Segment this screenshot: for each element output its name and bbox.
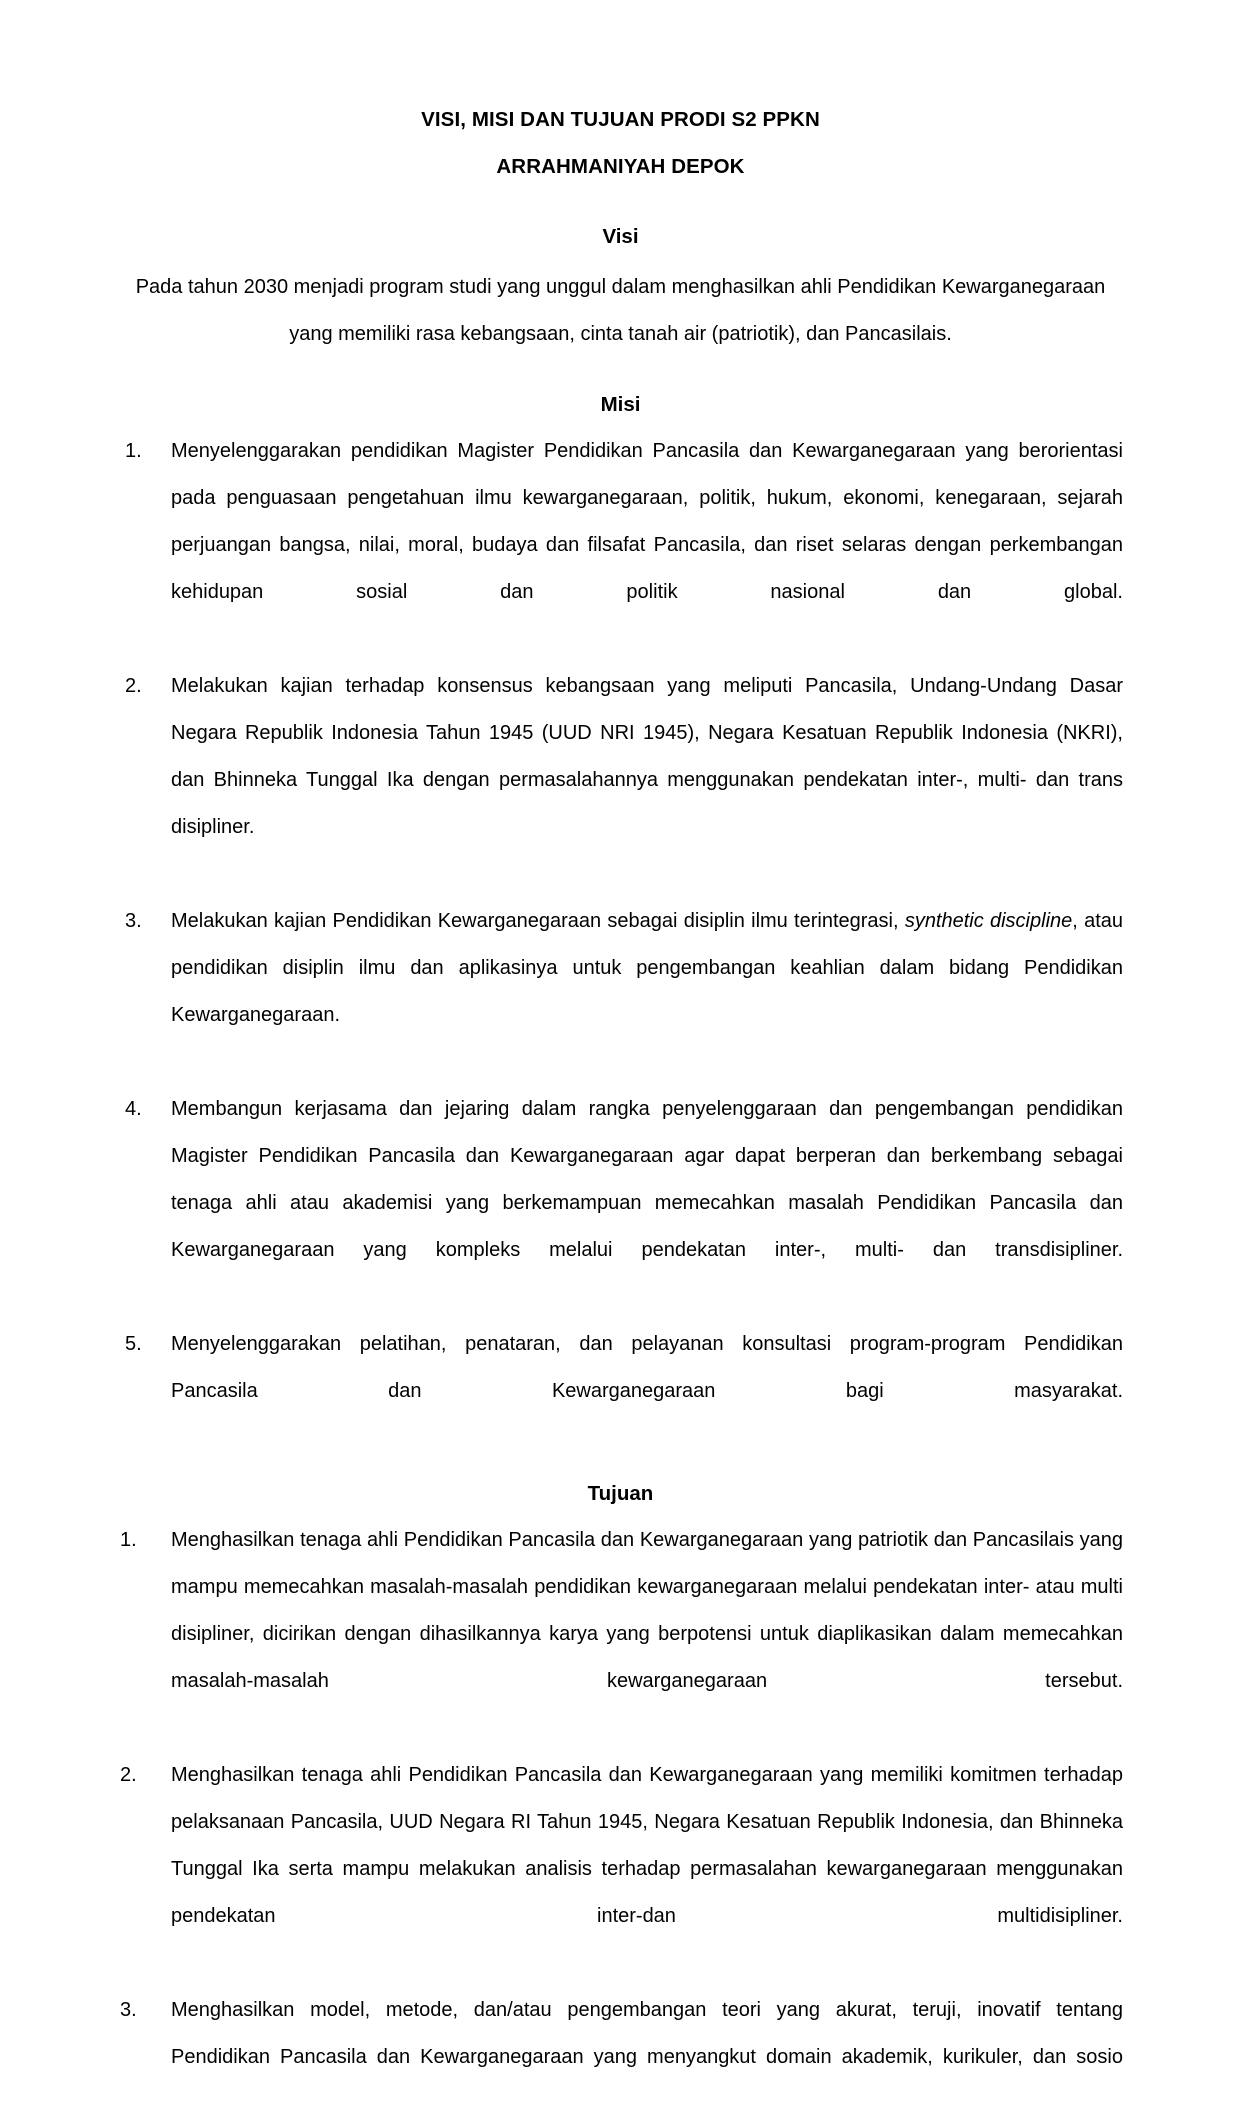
document-title-line-1: VISI, MISI DAN TUJUAN PRODI S2 PPKN [421,108,820,131]
misi-list-item [118,898,1123,1086]
list-item-text-after-term: , atau pendidikan disiplin ilmu dan aplikasinya untuk pengembangan keahlian dalam bidang Pendidikan Kewarganegaraan. [171,910,1124,1026]
visi-paragraph: Pada tahun 2030 menjadi program studi yang unggul dalam menghasilkan ahli Pendidikan Kewarganegaraan yang memiliki rasa kebangsaan, cinta tanah air (patriotik), dan Pancasilais. [135,276,1106,345]
list-item-text: Melakukan kajian terhadap konsensus kebangsaan yang meliputi Pancasila, Undang-Undang Dasar Negara Republik Indonesia Tahun 1945 (UUD NRI 1945), Negara Kesatuan Republik Indonesia (NKRI), dan Bhinneka Tunggal Ika dengan permasalahannya menggunakan pendekatan inter-, multi- dan trans disipliner. [171,675,1123,838]
list-item-text: Menyelenggarakan pelatihan, penataran, dan pelayanan konsultasi program-program Pendidikan Pancasila dan Kewarganegaraan bagi masyarakat. [171,1333,1123,1402]
list-item-number: 2. [125,675,142,697]
misi-list-item [118,1321,1123,1462]
italic-term: synthetic discipline [904,910,1073,932]
misi-list-item [118,428,1123,663]
list-item-number: 2. [120,1764,137,1786]
list-item-text: Menghasilkan tenaga ahli Pendidikan Pancasila dan Kewarganegaraan yang patriotik dan Pancasilais yang mampu memecahkan masalah-masalah pendidikan kewarganegaraan melalui pendekatan inter- atau multi disipliner, dicirikan dengan dihasilkannya karya yang berpotensi untuk diaplikasikan dalam memecahkan masalah-masalah kewarganegaraan tersebut. [171,1529,1123,1692]
list-item-number: 4. [125,1098,142,1120]
tujuan-list-item [118,1517,1123,1752]
tujuan-list-item [118,1752,1123,1987]
misi-list [118,428,1123,1462]
document-title-line-2: ARRAHMANIYAH DEPOK [496,155,745,178]
list-item-text: Menghasilkan tenaga ahli Pendidikan Pancasila dan Kewarganegaraan yang memiliki komitmen terhadap pelaksanaan Pancasila, UUD Negara RI Tahun 1945, Negara Kesatuan Republik Indonesia, dan Bhinneka Tunggal Ika serta mampu melakukan analisis terhadap permasalahan kewarganegaraan menggunakan pendekatan inter-dan multidisipliner. [171,1764,1123,1927]
list-item-text: Menghasilkan model, metode, dan/atau pengembangan teori yang akurat, teruji, inovatif tentang Pendidikan Pancasila dan Kewarganegaraan yang menyangkut domain akademik, kurikuler, dan sosio [171,1999,1123,2068]
list-item-number: 5. [125,1333,142,1355]
visi-heading: Visi [602,225,639,248]
document-title [118,96,1123,190]
tujuan-list [118,1517,1123,2128]
tujuan-list-item [118,1987,1123,2128]
list-item-number: 3. [120,1999,137,2021]
list-item-number: 3. [125,910,142,932]
list-item-text-before-term: Melakukan kajian Pendidikan Kewarganegaraan sebagai disiplin ilmu terintegrasi, [171,910,905,932]
misi-heading: Misi [600,393,641,416]
misi-list-item [118,663,1123,898]
list-item-text: Menyelenggarakan pendidikan Magister Pendidikan Pancasila dan Kewarganegaraan yang berorientasi pada penguasaan pengetahuan ilmu kewarganegaraan, politik, hukum, ekonomi, kenegaraan, sejarah perjuangan bangsa, nilai, moral, budaya dan filsafat Pancasila, dan riset selaras dengan perkembangan kehidupan sosial dan politik nasional dan global. [171,440,1123,603]
misi-list-item [118,1086,1123,1321]
list-item-text [171,898,1123,1086]
list-item-number: 1. [120,1529,137,1551]
tujuan-heading: Tujuan [587,1482,654,1505]
list-item-number: 1. [125,440,142,462]
list-item-text: Membangun kerjasama dan jejaring dalam rangka penyelenggaraan dan pengembangan pendidikan Magister Pendidikan Pancasila dan Kewarganegaraan agar dapat berperan dan berkembang sebagai tenaga ahli atau akademisi yang berkemampuan memecahkan masalah Pendidikan Pancasila dan Kewarganegaraan yang kompleks melalui pendekatan inter-, multi- dan transdisipliner. [171,1098,1123,1261]
